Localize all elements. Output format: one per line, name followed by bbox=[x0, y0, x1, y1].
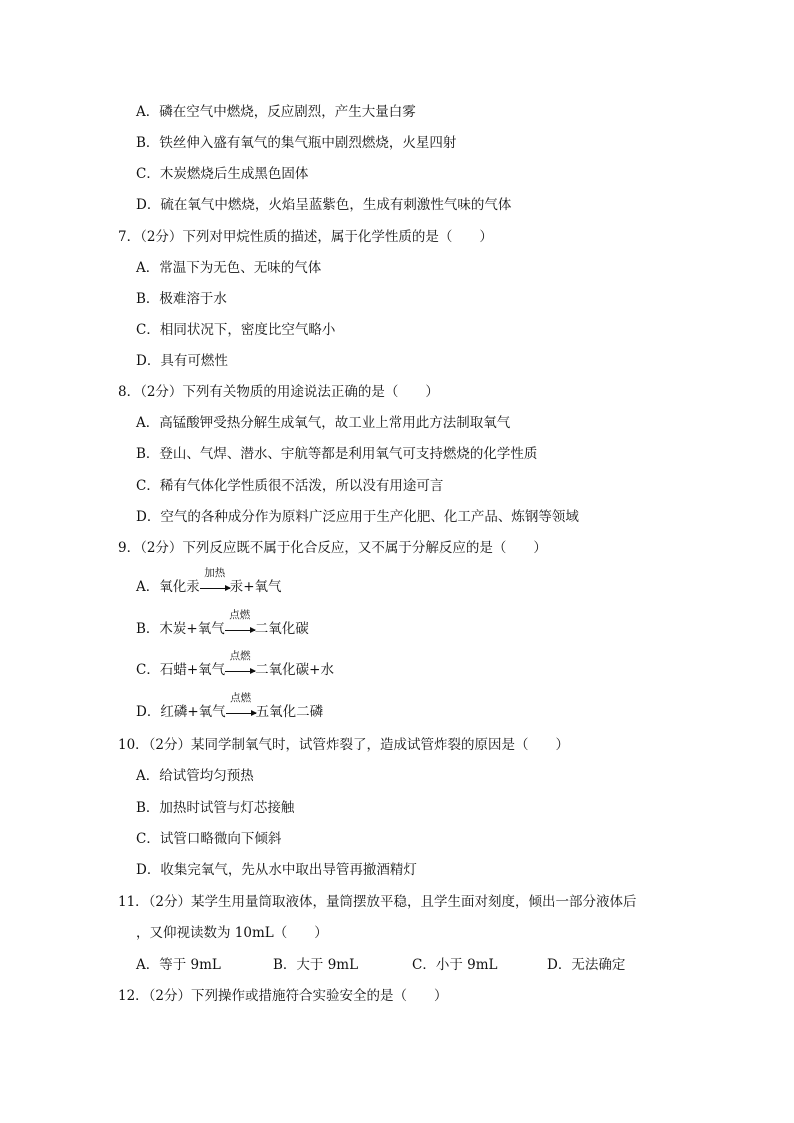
q12-stem: 12．（2分）下列操作或措施符合实验安全的是（ ） bbox=[118, 988, 448, 1004]
reaction-arrow bbox=[225, 609, 255, 638]
reaction-arrow bbox=[226, 692, 256, 721]
q9-stem: 9．（2分）下列反应既不属于化合反应，又不属于分解反应的是（ ） bbox=[118, 540, 547, 556]
arrow-icon bbox=[225, 671, 255, 672]
reaction-condition: 加热 bbox=[204, 567, 226, 579]
q7-option-a: A．常温下为无色、无味的气体 bbox=[136, 260, 322, 276]
q10-option-c: C．试管口略微向下倾斜 bbox=[136, 831, 282, 847]
q6-option-c: C．木炭燃烧后生成黑色固体 bbox=[136, 166, 309, 182]
q6-option-d: D．硫在氧气中燃烧，火焰呈蓝紫色，生成有刺激性气味的气体 bbox=[136, 197, 512, 213]
q8-option-d: D．空气的各种成分作为原料广泛应用于生产化肥、化工产品、炼钢等领域 bbox=[136, 509, 579, 525]
reactant-text: A．氧化汞 bbox=[136, 579, 200, 595]
q7-option-c: C．相同状况下，密度比空气略小 bbox=[136, 322, 336, 338]
reaction-condition: 点燃 bbox=[229, 650, 251, 662]
q7-option-b: B．极难溶于水 bbox=[136, 291, 227, 307]
reactant-text: B．木炭+氧气 bbox=[136, 621, 225, 637]
q6-option-b: B．铁丝伸入盛有氧气的集气瓶中剧烈燃烧，火星四射 bbox=[136, 135, 457, 151]
product-text: 五氧化二磷 bbox=[255, 704, 324, 720]
q10-stem: 10．（2分）某同学制氧气时，试管炸裂了，造成试管炸裂的原因是（ ） bbox=[118, 737, 570, 753]
q6-option-a: A．磷在空气中燃烧，反应剧烈，产生大量白雾 bbox=[136, 104, 416, 120]
q8-option-b: B．登山、气焊、潜水、宇航等都是利用氧气可支持燃烧的化学性质 bbox=[136, 446, 538, 462]
q8-option-a: A．高锰酸钾受热分解生成氧气，故工业上常用此方法制取氧气 bbox=[136, 415, 511, 431]
q9-option-b bbox=[136, 609, 309, 638]
q11-stem: 11．（2分）某学生用量筒取液体，量筒摆放平稳，且学生面对刻度，倾出一部分液体后 bbox=[118, 894, 637, 910]
q10-option-a: A．给试管均匀预热 bbox=[136, 768, 254, 784]
arrow-icon bbox=[226, 713, 256, 714]
product-text: 汞+氧气 bbox=[229, 579, 282, 595]
reactant-text: C．石蜡+氧气 bbox=[136, 662, 226, 678]
q10-option-d: D．收集完氧气，先从水中取出导管再撤酒精灯 bbox=[136, 862, 417, 878]
q9-option-c bbox=[136, 650, 334, 679]
q8-stem: 8．（2分）下列有关物质的用途说法正确的是（ ） bbox=[118, 384, 439, 400]
q9-option-d bbox=[136, 692, 324, 721]
q10-option-b: B．加热时试管与灯芯接触 bbox=[136, 800, 295, 816]
product-text: 二氧化碳+水 bbox=[255, 662, 334, 678]
q11-option-d: D．无法确定 bbox=[547, 957, 626, 973]
reaction-condition: 点燃 bbox=[230, 692, 252, 704]
arrow-icon bbox=[200, 588, 230, 589]
q9-option-a bbox=[136, 567, 282, 596]
q11-option-a: A．等于 9mL bbox=[136, 957, 221, 973]
q11-option-b: B．大于 9mL bbox=[273, 957, 359, 973]
reaction-condition: 点燃 bbox=[229, 609, 251, 621]
q11-option-c: C．小于 9mL bbox=[412, 957, 498, 973]
reactant-text: D．红磷+氧气 bbox=[136, 704, 226, 720]
q8-option-c: C．稀有气体化学性质很不活泼，所以没有用途可言 bbox=[136, 478, 444, 494]
reaction-arrow bbox=[200, 567, 230, 596]
reaction-arrow bbox=[225, 650, 255, 679]
q11-stem-continued: ，又仰视读数为 10mL（ ） bbox=[136, 925, 328, 941]
q7-option-d: D．具有可燃性 bbox=[136, 353, 228, 369]
q7-stem: 7．（2分）下列对甲烷性质的描述，属于化学性质的是（ ） bbox=[118, 229, 493, 245]
arrow-icon bbox=[225, 630, 255, 631]
product-text: 二氧化碳 bbox=[254, 621, 309, 637]
